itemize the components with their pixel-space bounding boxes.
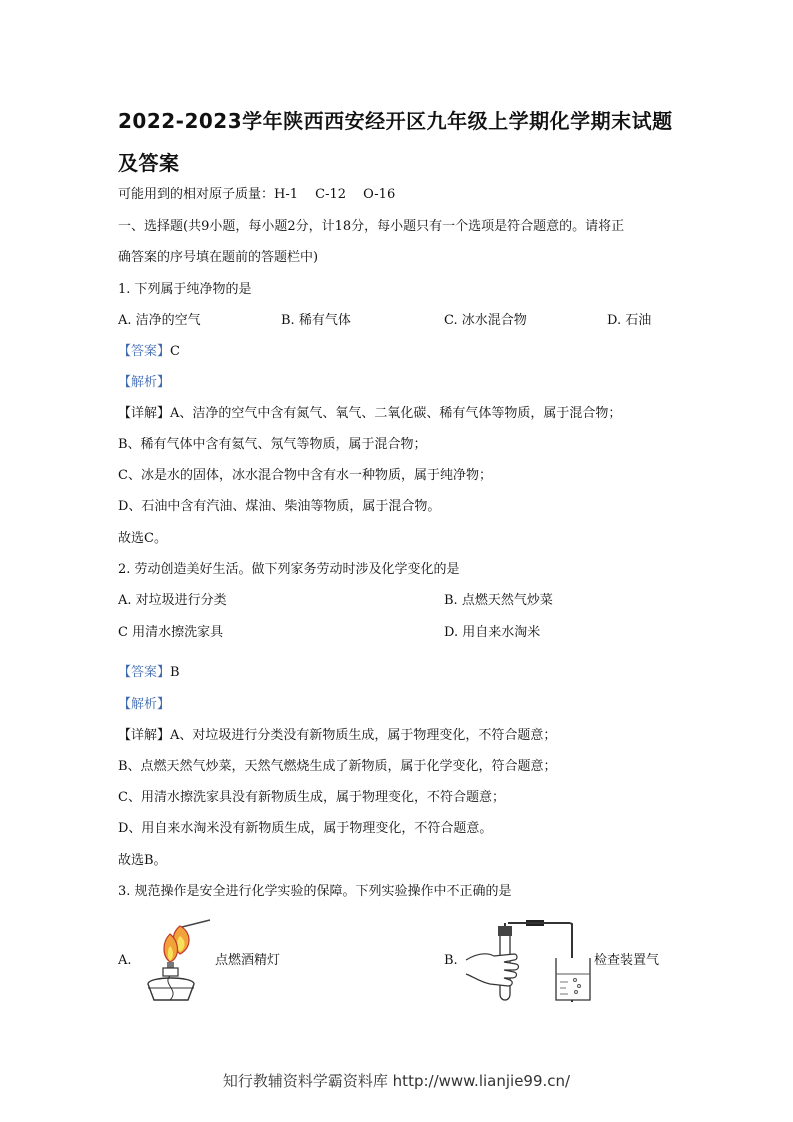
q2-option-a: A. 对垃圾进行分类 <box>118 593 227 608</box>
q1-detail-c: C、冰是水的固体，冰水混合物中含有水一种物质，属于纯净物； <box>118 468 492 483</box>
q3-option-b-letter: B. <box>444 953 458 968</box>
q3-option-b-text: 检查装置气 <box>594 953 660 968</box>
q2-option-c: C 用清水擦洗家具 <box>118 625 224 640</box>
q1-analysis-tag: 【解析】 <box>118 375 171 390</box>
q2-stem: 2. 劳动创造美好生活。做下列家务劳动时涉及化学变化的是 <box>118 562 460 577</box>
atomic-mass-line: 可能用到的相对原子质量：H-1 C-12 O-16 <box>118 187 396 202</box>
q2-detail-tag: 【详解】 <box>118 728 171 743</box>
q1-detail-b: B、稀有气体中含有氦气、氖气等物质，属于混合物； <box>118 437 427 452</box>
airtightness-check-figure <box>464 912 592 1004</box>
q1-stem: 1. 下列属于纯净物的是 <box>118 282 252 297</box>
page-title: 2022-2023学年陕西西安经开区九年级上学期化学期末试题及答案 <box>118 109 673 175</box>
q1-detail-tag: 【详解】 <box>118 406 171 421</box>
q1-conclusion: 故选C。 <box>118 531 167 546</box>
alcohol-lamp-figure <box>140 918 212 1002</box>
q2-conclusion: 故选B。 <box>118 853 167 868</box>
q2-answer-line <box>118 664 180 682</box>
q2-analysis-line <box>118 696 170 714</box>
section-heading-line2: 确答案的序号填在题前的答题栏中) <box>118 250 319 265</box>
q2-option-d: D. 用自来水淘米 <box>444 625 541 640</box>
q1-option-c: C. 冰水混合物 <box>444 313 527 328</box>
watermark-footer: 知行教辅资料学霸资料库 http://www.lianjie99.cn/ <box>222 1072 571 1090</box>
q1-detail-a <box>118 405 621 423</box>
q1-detail-a-text: A、洁净的空气中含有氮气、氧气、二氧化碳、稀有气体等物质，属于混合物； <box>170 406 622 421</box>
q1-analysis-line <box>118 374 170 392</box>
q2-analysis-tag: 【解析】 <box>118 697 171 712</box>
q3-option-a-text: 点燃酒精灯 <box>215 953 281 968</box>
q2-option-b: B. 点燃天然气炒菜 <box>444 593 553 608</box>
q3-stem: 3. 规范操作是安全进行化学实验的保障。下列实验操作中不正确的是 <box>118 884 512 899</box>
section-heading-line1: 一、选择题(共9小题，每小题2分，计18分，每小题只有一个选项是符合题意的。请将正 <box>118 219 625 234</box>
q1-option-a: A. 洁净的空气 <box>118 313 201 328</box>
q1-detail-d: D、石油中含有汽油、煤油、柴油等物质，属于混合物。 <box>118 499 441 514</box>
q1-answer: C <box>170 344 180 359</box>
q2-detail-a <box>118 727 556 745</box>
q2-answer-tag: 【答案】 <box>118 665 171 680</box>
q1-answer-line <box>118 343 180 361</box>
q1-option-d: D. 石油 <box>607 313 652 328</box>
q2-detail-c: C、用清水擦洗家具没有新物质生成，属于物理变化，不符合题意； <box>118 790 505 805</box>
q2-detail-b: B、点燃天然气炒菜，天然气燃烧生成了新物质，属于化学变化，符合题意； <box>118 759 557 774</box>
q1-option-b: B. 稀有气体 <box>281 313 351 328</box>
q2-detail-a-text: A、对垃圾进行分类没有新物质生成，属于物理变化，不符合题意； <box>170 728 557 743</box>
q1-answer-tag: 【答案】 <box>118 344 171 359</box>
q3-option-a-letter: A. <box>118 953 132 968</box>
q2-answer: B <box>170 665 180 680</box>
q2-detail-d: D、用自来水淘米没有新物质生成，属于物理变化，不符合题意。 <box>118 821 493 836</box>
